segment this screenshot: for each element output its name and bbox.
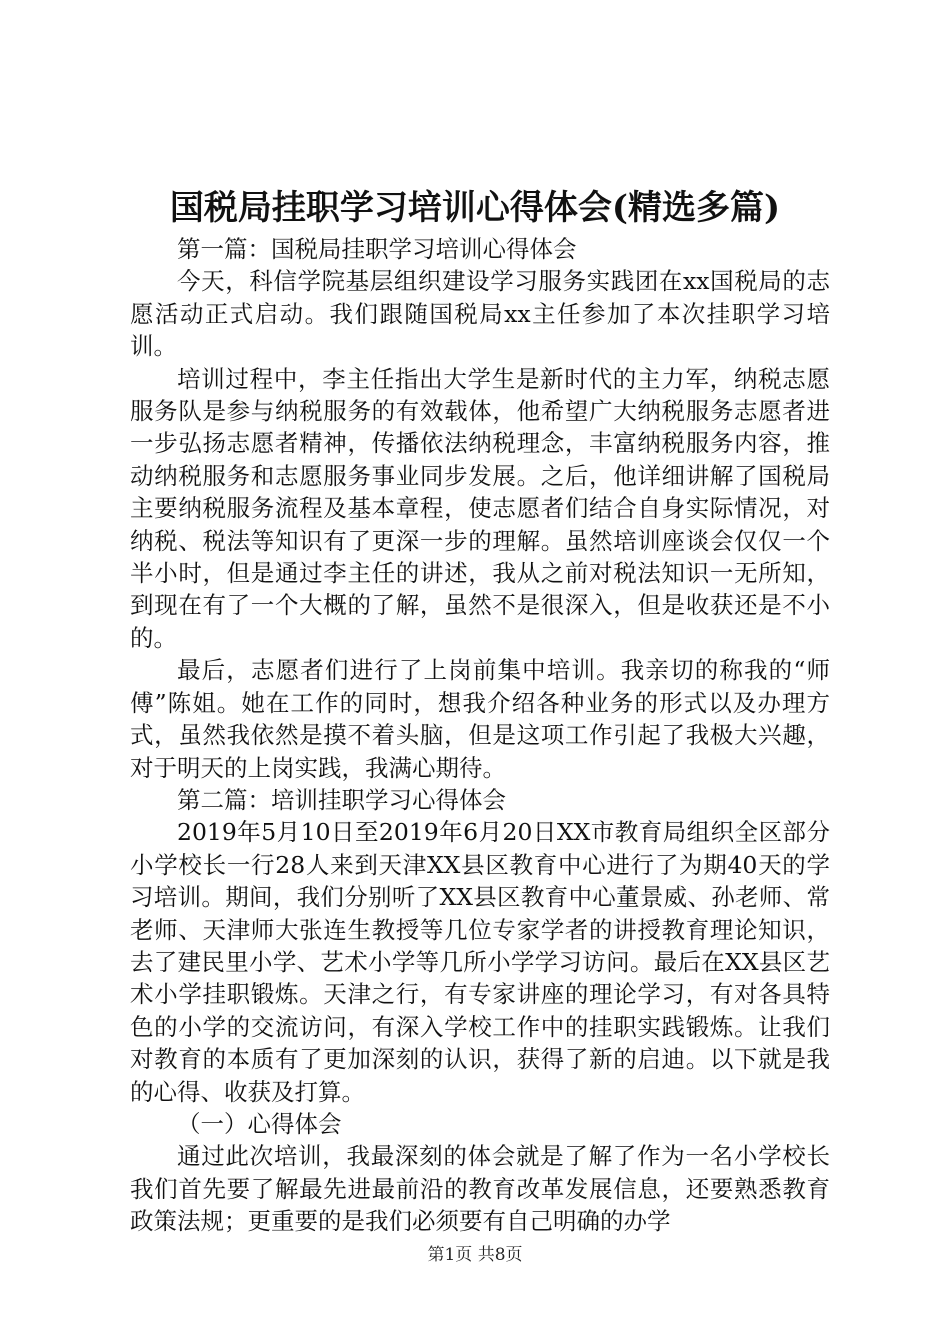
paragraph-2: 培训过程中，李主任指出大学生是新时代的主力军，纳税志愿服务队是参与纳税服务的有效载体，他希望广大纳税服务志愿者进一步弘扬志愿者精神，传播依法纳税理念，丰富纳税服务内容，推动纳税服务和志愿服务事业同步发展。之后，他详细讲解了国税局主要纳税服务流程及基本章程，使志愿者们结合自身实际情况，对纳税、税法等知识有了更深一步的理解。虽然培训座谈会仅仅一个半小时，但是通过李主任的讲述，我从之前对税法知识一无所知，到现在有了一个大概的了解，虽然不是很深入，但是收获还是不小的。 [130, 364, 830, 652]
paragraph-4: 2019年5月10日至2019年6月20日XX市教育局组织全区部分小学校长一行28人来到天津XX县区教育中心进行了为期40天的学习培训。期间，我们分别听了XX县区教育中心董景威、孙老师、常老师、天津师大张连生教授等几位专家学者的讲授教育理论知识，去了建民里小学、艺术小学等几所小学学习访问。最后在XX县区艺术小学挂职锻炼。天津之行，有专家讲座的理论学习，有对各具特色的小学的交流访问，有深入学校工作中的挂职实践锻炼。让我们对教育的本质有了更加深刻的认识，获得了新的启迪。以下就是我的心得、收获及打算。 [130, 818, 830, 1106]
paragraph-1: 今天，科信学院基层组织建设学习服务实践团在xx国税局的志愿活动正式启动。我们跟随国税局xx主任参加了本次挂职学习培训。 [130, 267, 830, 361]
paragraph-5: 通过此次培训，我最深刻的体会就是了解了作为一名小学校长我们首先要了解最先进最前沿的教育改革发展信息，还要熟悉教育政策法规；更重要的是我们必须要有自己明确的办学 [130, 1142, 830, 1236]
document-title: 国税局挂职学习培训心得体会(精选多篇) [169, 188, 781, 228]
section-heading-1: 第一篇：国税局挂职学习培训心得体会 [177, 235, 577, 263]
document-body [130, 233, 830, 1238]
subsection-heading: （一）心得体会 [177, 1109, 342, 1138]
paragraph-3: 最后，志愿者们进行了上岗前集中培训。我亲切的称我的“师傅”陈姐。她在工作的同时，想我介绍各种业务的形式以及办理方式，虽然我依然是摸不着头脑，但是这项工作引起了我极大兴趣，对于明天的上岗实践，我满心期待。 [130, 656, 830, 782]
page-number-footer: 第1页 共8页 [427, 1245, 523, 1265]
section-heading-2: 第二篇：培训挂职学习心得体会 [177, 785, 506, 814]
